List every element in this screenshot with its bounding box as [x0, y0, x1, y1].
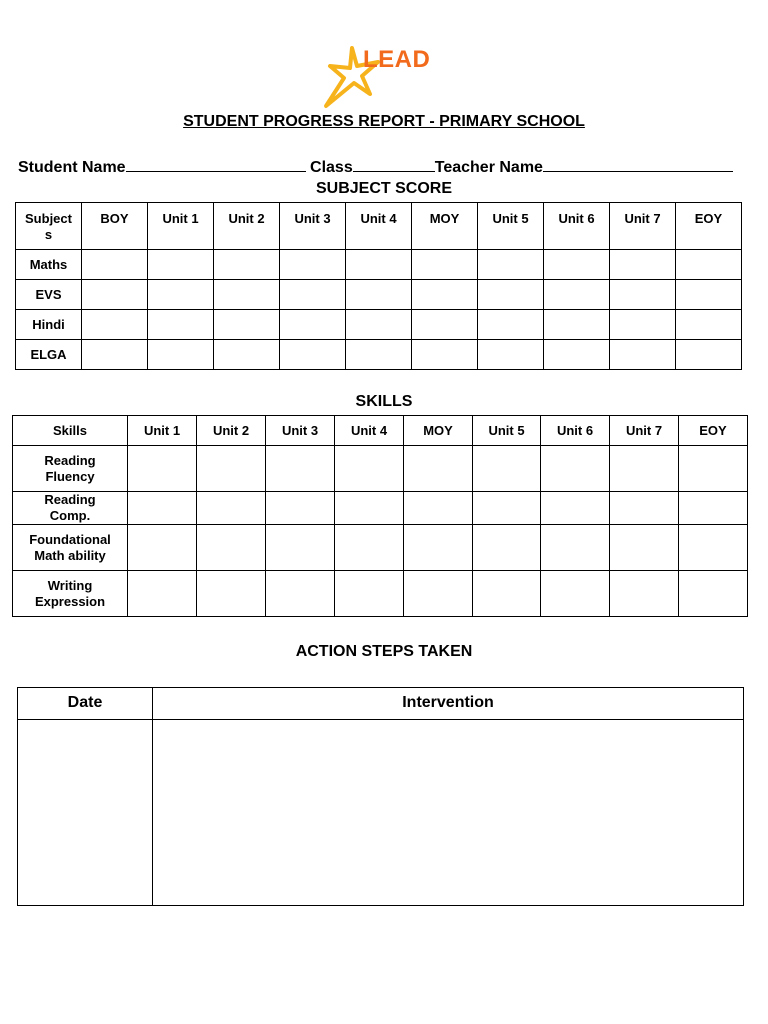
- subject-score-cell[interactable]: [214, 250, 280, 280]
- subject-row-label: ELGA: [16, 340, 82, 370]
- subject-score-cell[interactable]: [478, 280, 544, 310]
- subject-score-cell[interactable]: [412, 310, 478, 340]
- subject-score-cell[interactable]: [214, 310, 280, 340]
- subject-score-cell[interactable]: [478, 310, 544, 340]
- intervention-column-header: Intervention: [153, 688, 744, 720]
- skills-heading: SKILLS: [355, 393, 413, 410]
- subject-row: [16, 310, 742, 340]
- skill-row-label: Foundational Math ability: [13, 525, 128, 571]
- subject-score-table: [15, 202, 742, 370]
- skill-score-cell[interactable]: [610, 492, 679, 525]
- skill-score-cell[interactable]: [679, 446, 748, 492]
- subject-column-header: Unit 7: [610, 203, 676, 250]
- date-column-header: Date: [18, 688, 153, 720]
- skill-score-cell[interactable]: [128, 446, 197, 492]
- skills-column-header: Unit 3: [266, 416, 335, 446]
- subject-score-cell[interactable]: [412, 340, 478, 370]
- skill-row-label: Reading Fluency: [13, 446, 128, 492]
- skill-score-cell[interactable]: [335, 492, 404, 525]
- subject-column-header: MOY: [412, 203, 478, 250]
- skill-score-cell[interactable]: [610, 571, 679, 617]
- subject-score-cell[interactable]: [148, 250, 214, 280]
- subject-score-cell[interactable]: [676, 250, 742, 280]
- skills-column-header: Unit 4: [335, 416, 404, 446]
- subject-row: [16, 280, 742, 310]
- skills-header-row: [13, 416, 748, 446]
- skills-column-header: MOY: [404, 416, 473, 446]
- skill-score-cell[interactable]: [473, 492, 541, 525]
- subject-score-cell[interactable]: [280, 340, 346, 370]
- skill-score-cell[interactable]: [197, 525, 266, 571]
- skill-score-cell[interactable]: [266, 446, 335, 492]
- skill-row: [13, 492, 748, 525]
- subject-score-cell[interactable]: [346, 280, 412, 310]
- skill-score-cell[interactable]: [473, 571, 541, 617]
- skill-score-cell[interactable]: [404, 571, 473, 617]
- skill-score-cell[interactable]: [679, 525, 748, 571]
- subject-score-cell[interactable]: [82, 280, 148, 310]
- skill-row-label: Reading Comp.: [13, 492, 128, 525]
- subject-score-cell[interactable]: [148, 340, 214, 370]
- subject-score-cell[interactable]: [148, 310, 214, 340]
- subject-score-cell[interactable]: [610, 250, 676, 280]
- skill-score-cell[interactable]: [266, 492, 335, 525]
- subject-score-cell[interactable]: [82, 340, 148, 370]
- skill-score-cell[interactable]: [404, 492, 473, 525]
- subject-score-cell[interactable]: [280, 250, 346, 280]
- skill-score-cell[interactable]: [197, 571, 266, 617]
- subject-score-cell[interactable]: [544, 280, 610, 310]
- action-header-row: [18, 688, 744, 720]
- subject-score-cell[interactable]: [412, 280, 478, 310]
- subject-score-cell[interactable]: [82, 250, 148, 280]
- subject-score-cell[interactable]: [478, 340, 544, 370]
- intervention-entry-cell[interactable]: [153, 720, 744, 906]
- subject-score-cell[interactable]: [676, 280, 742, 310]
- skills-column-header: EOY: [679, 416, 748, 446]
- class-field[interactable]: [353, 157, 435, 172]
- date-entry-cell[interactable]: [18, 720, 153, 906]
- skill-score-cell[interactable]: [404, 446, 473, 492]
- skill-score-cell[interactable]: [197, 446, 266, 492]
- skill-score-cell[interactable]: [541, 446, 610, 492]
- action-steps-table: [17, 687, 744, 906]
- subject-row: [16, 250, 742, 280]
- class-label: Class: [310, 159, 353, 176]
- subject-score-cell[interactable]: [478, 250, 544, 280]
- teacher-name-label: Teacher Name: [434, 159, 543, 176]
- teacher-name-field[interactable]: [543, 157, 733, 172]
- subject-score-cell[interactable]: [610, 340, 676, 370]
- skill-score-cell[interactable]: [128, 492, 197, 525]
- subject-column-header: Unit 2: [214, 203, 280, 250]
- student-name-field[interactable]: [126, 157, 306, 172]
- skill-score-cell[interactable]: [266, 571, 335, 617]
- subject-score-cell[interactable]: [610, 310, 676, 340]
- subject-score-cell[interactable]: [82, 310, 148, 340]
- subject-corner-header: Subject s: [16, 203, 82, 250]
- skill-score-cell[interactable]: [266, 525, 335, 571]
- action-steps-heading: ACTION STEPS TAKEN: [295, 643, 473, 660]
- subject-column-header: Unit 1: [148, 203, 214, 250]
- skill-row: [13, 571, 748, 617]
- subject-score-cell[interactable]: [544, 310, 610, 340]
- page-title: [0, 113, 768, 131]
- subject-score-cell[interactable]: [346, 250, 412, 280]
- skill-score-cell[interactable]: [610, 525, 679, 571]
- skill-score-cell[interactable]: [541, 492, 610, 525]
- lead-logo: [322, 44, 452, 110]
- action-entry-row: [18, 720, 744, 906]
- subject-score-cell[interactable]: [214, 340, 280, 370]
- student-info-line: [18, 157, 733, 177]
- skill-score-cell[interactable]: [473, 446, 541, 492]
- skills-column-header: Unit 5: [473, 416, 541, 446]
- skill-score-cell[interactable]: [541, 571, 610, 617]
- subject-column-header: BOY: [82, 203, 148, 250]
- subject-score-cell[interactable]: [214, 280, 280, 310]
- logo-text: LEAD: [363, 46, 431, 73]
- subject-row: [16, 340, 742, 370]
- subject-score-cell[interactable]: [544, 340, 610, 370]
- skills-column-header: Unit 7: [610, 416, 679, 446]
- subject-score-cell[interactable]: [280, 280, 346, 310]
- skill-score-cell[interactable]: [335, 525, 404, 571]
- subject-header-row: [16, 203, 742, 250]
- subject-score-cell[interactable]: [610, 280, 676, 310]
- subject-score-cell[interactable]: [412, 250, 478, 280]
- skill-score-cell[interactable]: [610, 446, 679, 492]
- subject-column-header: Unit 3: [280, 203, 346, 250]
- skill-score-cell[interactable]: [128, 525, 197, 571]
- student-name-label: Student Name: [18, 159, 126, 176]
- skills-corner-header: Skills: [13, 416, 128, 446]
- skills-column-header: Unit 1: [128, 416, 197, 446]
- skill-row-label: Writing Expression: [13, 571, 128, 617]
- subject-score-cell[interactable]: [544, 250, 610, 280]
- subject-row-label: Hindi: [16, 310, 82, 340]
- skill-score-cell[interactable]: [679, 492, 748, 525]
- skill-score-cell[interactable]: [335, 446, 404, 492]
- skill-row: [13, 525, 748, 571]
- subject-column-header: Unit 6: [544, 203, 610, 250]
- skills-column-header: Unit 6: [541, 416, 610, 446]
- subject-score-cell[interactable]: [346, 310, 412, 340]
- skill-score-cell[interactable]: [404, 525, 473, 571]
- skill-score-cell[interactable]: [335, 571, 404, 617]
- skill-row: [13, 446, 748, 492]
- subject-score-heading: SUBJECT SCORE: [315, 180, 453, 197]
- skill-score-cell[interactable]: [128, 571, 197, 617]
- subject-score-cell[interactable]: [676, 310, 742, 340]
- subject-column-header: EOY: [676, 203, 742, 250]
- subject-score-cell[interactable]: [676, 340, 742, 370]
- subject-score-cell[interactable]: [148, 280, 214, 310]
- subject-column-header: Unit 5: [478, 203, 544, 250]
- subject-column-header: Unit 4: [346, 203, 412, 250]
- subject-row-label: EVS: [16, 280, 82, 310]
- skill-score-cell[interactable]: [197, 492, 266, 525]
- subject-row-label: Maths: [16, 250, 82, 280]
- page-title-text: STUDENT PROGRESS REPORT - PRIMARY SCHOOL: [183, 113, 585, 130]
- skill-score-cell[interactable]: [679, 571, 748, 617]
- skills-column-header: Unit 2: [197, 416, 266, 446]
- skills-table: [12, 415, 748, 617]
- skill-score-cell[interactable]: [473, 525, 541, 571]
- subject-score-cell[interactable]: [280, 310, 346, 340]
- subject-score-cell[interactable]: [346, 340, 412, 370]
- skill-score-cell[interactable]: [541, 525, 610, 571]
